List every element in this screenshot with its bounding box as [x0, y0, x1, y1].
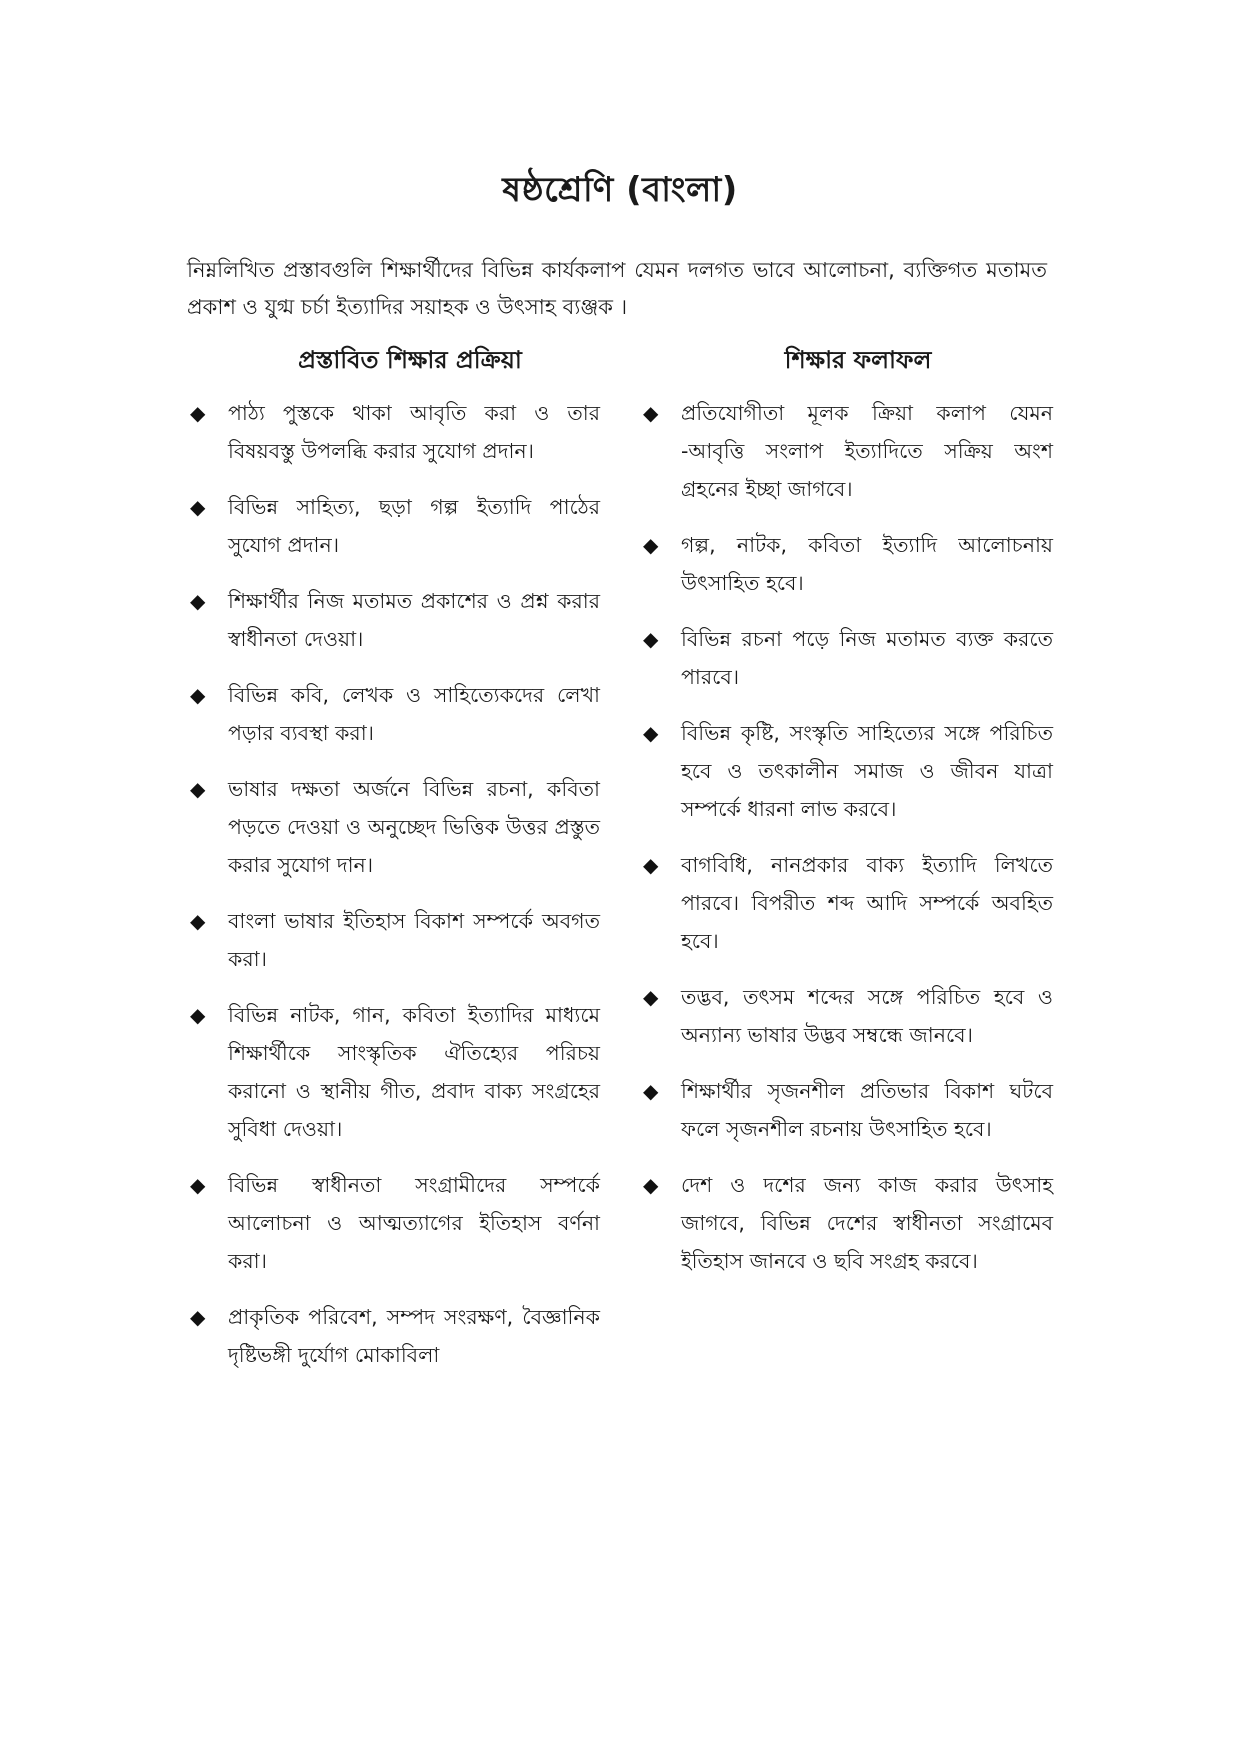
- list-item: [643, 714, 1053, 828]
- list-item: [190, 770, 600, 884]
- left-column: [190, 340, 600, 1392]
- list-item-text: প্রতিযোগীতা মূলক ক্রিয়া কলাপ যেমন -আবৃত্তি সংলাপ ইত্যাদিতে সক্রিয় অংশ গ্রহনের ইচ্ছা জাগবে।: [681, 401, 1053, 501]
- list-item: [190, 1166, 600, 1280]
- list-item: [190, 902, 600, 978]
- list-item-text: দেশ ও দশের জন্য কাজ করার উৎসাহ জাগবে, বিভিন্ন দেশের স্বাধীনতা সংগ্রামেব ইতিহাস জানবে ও ছবি সংগ্রহ করবে।: [681, 1173, 1053, 1273]
- diamond-bullet-icon: ◆: [190, 401, 206, 425]
- list-item-text: বিভিন্ন কৃষ্টি, সংস্কৃতি সাহিত্যের সঙ্গে পরিচিত হবে ও তৎকালীন সমাজ ও জীবন যাত্রা সম্পর্কে ধারনা লাভ করবে।: [681, 721, 1053, 821]
- list-item-text: বিভিন্ন সাহিত্য, ছড়া গল্প ইত্যাদি পাঠের সুযোগ প্রদান।: [228, 495, 600, 557]
- diamond-bullet-icon: ◆: [643, 1173, 659, 1197]
- left-column-heading: প্রস্তাবিত শিক্ষার প্রক্রিয়া: [298, 346, 522, 374]
- page-title: ষষ্ঠশ্রেণি (বাংলা): [502, 170, 738, 210]
- diamond-bullet-icon: ◆: [190, 909, 206, 933]
- list-item: [190, 1298, 600, 1374]
- diamond-bullet-icon: ◆: [643, 1079, 659, 1103]
- right-column-heading: শিক্ষার ফলাফল: [784, 346, 932, 374]
- diamond-bullet-icon: ◆: [643, 985, 659, 1009]
- list-item: [190, 394, 600, 470]
- list-item: [190, 488, 600, 564]
- list-item: [643, 526, 1053, 602]
- diamond-bullet-icon: ◆: [190, 495, 206, 519]
- list-item-text: বিভিন্ন নাটক, গান, কবিতা ইত্যাদির মাধ্যমে শিক্ষার্থীকে সাংস্কৃতিক ঐতিহ্যের পরিচয় করানো ও স্থানীয় গীত, প্রবাদ বাক্য সংগ্রহের সুবিধা দেওয়া।: [228, 1003, 600, 1141]
- list-item: [643, 978, 1053, 1054]
- list-item-text: গল্প, নাটক, কবিতা ইত্যাদি আলোচনায় উৎসাহিত হবে।: [681, 533, 1053, 595]
- list-item-text: বাগবিধি, নানপ্রকার বাক্য ইত্যাদি লিখতে পারবে। বিপরীত শব্দ আদি সম্পর্কে অবহিত হবে।: [681, 853, 1053, 953]
- list-item: [643, 1166, 1053, 1280]
- list-item-text: বিভিন্ন কবি, লেখক ও সাহিত্যেকদের লেখা পড়ার ব্যবস্থা করা।: [228, 683, 600, 745]
- diamond-bullet-icon: ◆: [190, 589, 206, 613]
- list-item-text: বাংলা ভাষার ইতিহাস বিকাশ সম্পর্কে অবগত করা।: [228, 909, 600, 971]
- intro-paragraph: নিম্নলিখিত প্রস্তাবগুলি শিক্ষার্থীদের বিভিন্ন কার্যকলাপ যেমন দলগত ভাবে আলোচনা, ব্যক্তিগত মতামত প্রকাশ ও যুগ্ম চর্চা ইত্যাদির সয়াহক ও উৎসাহ ব্যঞ্জক ।: [187, 258, 1047, 319]
- diamond-bullet-icon: ◆: [643, 401, 659, 425]
- left-column-list: [190, 394, 600, 1374]
- list-item: [643, 394, 1053, 508]
- list-item-text: শিক্ষার্থীর সৃজনশীল প্রতিভার বিকাশ ঘটবে ফলে সৃজনশীল রচনায় উৎসাহিত হবে।: [681, 1079, 1053, 1141]
- list-item: [643, 846, 1053, 960]
- diamond-bullet-icon: ◆: [643, 853, 659, 877]
- list-item-text: শিক্ষার্থীর নিজ মতামত প্রকাশের ও প্রশ্ন করার স্বাধীনতা দেওয়া।: [228, 589, 600, 651]
- right-column: [643, 340, 1053, 1298]
- right-column-list: [643, 394, 1053, 1280]
- list-item-text: বিভিন্ন স্বাধীনতা সংগ্রামীদের সম্পর্কে আলোচনা ও আত্মত্যাগের ইতিহাস বর্ণনা করা।: [228, 1173, 600, 1273]
- diamond-bullet-icon: ◆: [190, 777, 206, 801]
- list-item: [190, 582, 600, 658]
- list-item: [643, 620, 1053, 696]
- list-item: [643, 1072, 1053, 1148]
- list-item-text: ভাষার দক্ষতা অর্জনে বিভিন্ন রচনা, কবিতা পড়তে দেওয়া ও অনুচ্ছেদ ভিত্তিক উত্তর প্রস্তুত করার সুযোগ দান।: [228, 777, 600, 877]
- diamond-bullet-icon: ◆: [643, 533, 659, 557]
- diamond-bullet-icon: ◆: [190, 1173, 206, 1197]
- list-item-text: তদ্ভব, তৎসম শব্দের সঙ্গে পরিচিত হবে ও অন্যান্য ভাষার উদ্ভব সম্বন্ধে জানবে।: [681, 985, 1053, 1047]
- list-item-text: প্রাকৃতিক পরিবেশ, সম্পদ সংরক্ষণ, বৈজ্ঞানিক দৃষ্টিভঙ্গী দুর্যোগ মোকাবিলা: [228, 1305, 600, 1367]
- diamond-bullet-icon: ◆: [643, 721, 659, 745]
- diamond-bullet-icon: ◆: [643, 627, 659, 651]
- diamond-bullet-icon: ◆: [190, 683, 206, 707]
- list-item: [190, 676, 600, 752]
- diamond-bullet-icon: ◆: [190, 1305, 206, 1329]
- list-item-text: বিভিন্ন রচনা পড়ে নিজ মতামত ব্যক্ত করতে পারবে।: [681, 627, 1053, 689]
- list-item-text: পাঠ্য পুস্তকে থাকা আবৃতি করা ও তার বিষয়বস্তু উপলব্ধি করার সুযোগ প্রদান।: [228, 401, 600, 463]
- list-item: [190, 996, 600, 1148]
- diamond-bullet-icon: ◆: [190, 1003, 206, 1027]
